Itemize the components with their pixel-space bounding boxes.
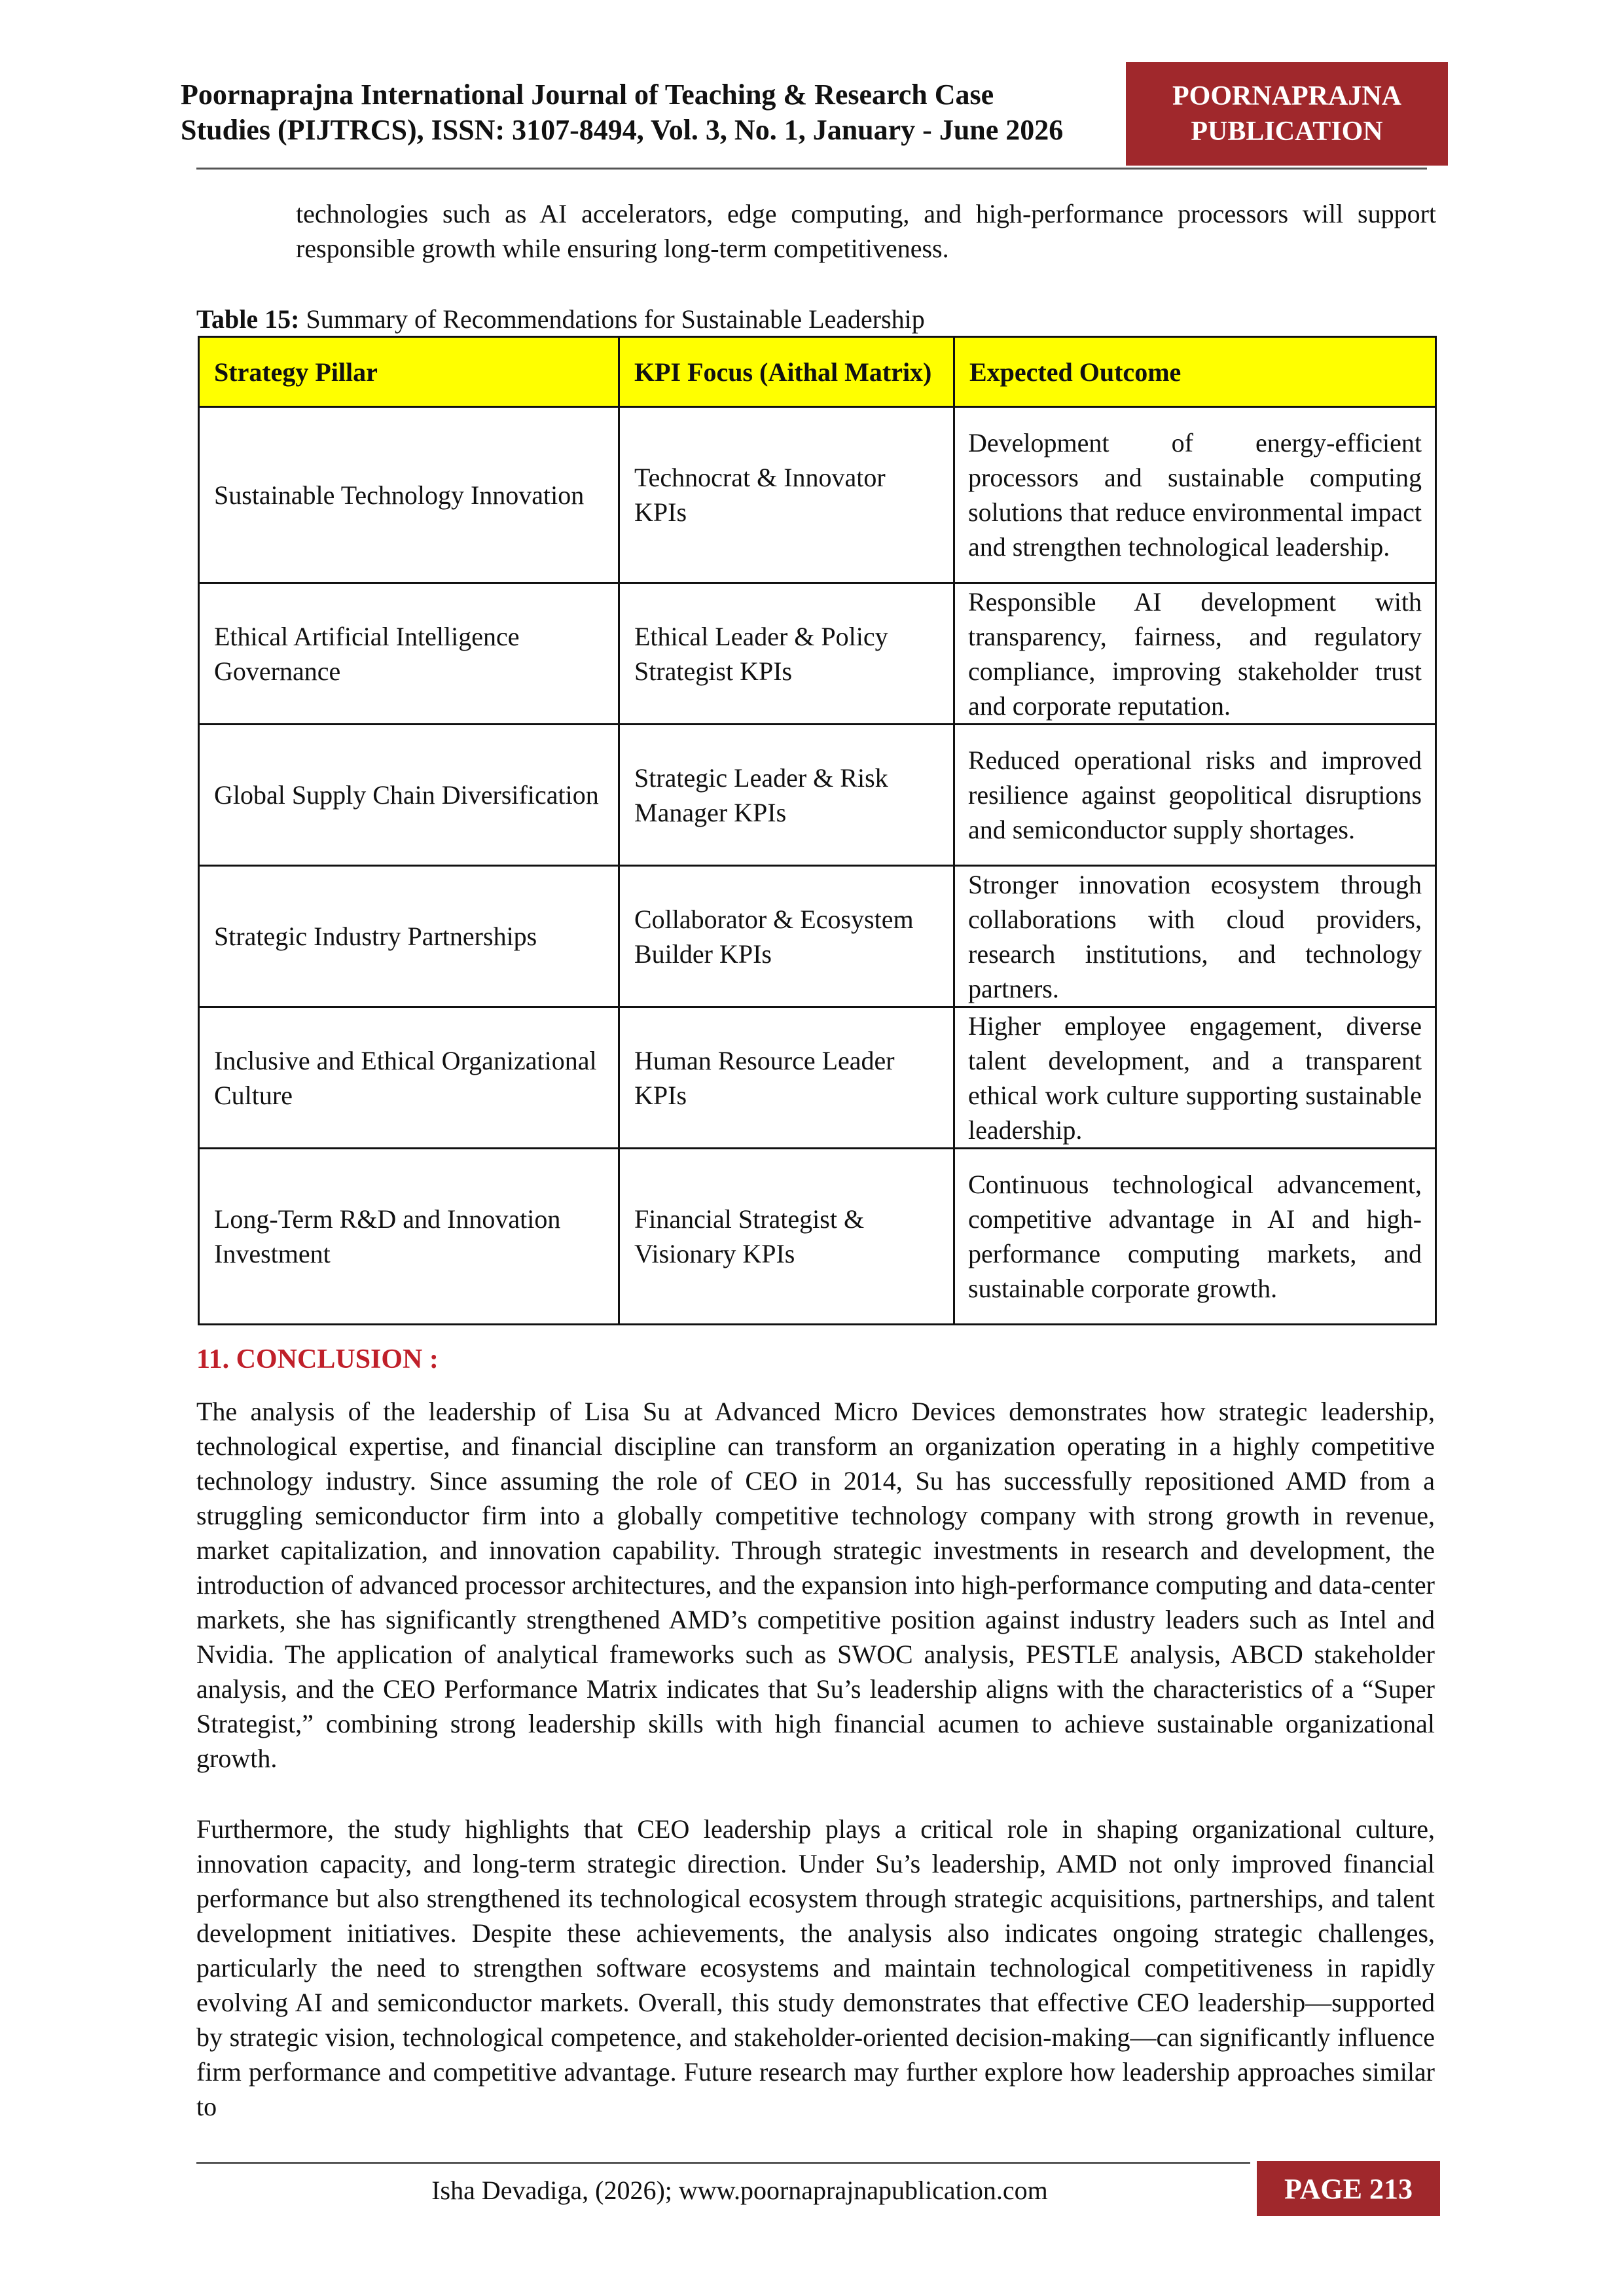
cell-pillar: Inclusive and Ethical Organizational Culture — [199, 1007, 619, 1149]
recommendations-table — [198, 336, 1437, 1325]
header-kpi-focus: KPI Focus (Aithal Matrix) — [619, 337, 954, 407]
cell-outcome: Reduced operational risks and improved resilience against geopolitical disruptions and semiconductor supply shortages. — [954, 725, 1436, 866]
table-header-row — [199, 337, 1436, 407]
table-row — [199, 725, 1436, 866]
conclusion-paragraph-2: Furthermore, the study highlights that CEO leadership plays a critical role in shaping organizational culture, innovation capacity, and long-term strategic direction. Under Su’s leadership, AMD not only improved financial performance but also strengthened its technological ecosystem through strategic acquisitions, partnerships, and talent development initiatives. Despite these achievements, the analysis also indicates ongoing strategic challenges, particularly the need to strengthen software ecosystems and maintain technological competitiveness in rapidly evolving AI and semiconductor markets. Overall, this study demonstrates that effective CEO leadership—supported by strategic vision, technological competence, and stakeholder-oriented decision-making—can significantly influence firm performance and competitive advantage. Future research may further explore how leadership approaches similar to — [196, 1814, 1435, 2121]
conclusion-paragraph-1: The analysis of the leadership of Lisa Su at Advanced Micro Devices demonstrates how strategic leadership, technological expertise, and financial discipline can transform an organization operating in a highly competitive technology industry. Since assuming the role of CEO in 2014, Su has successfully repositioned AMD from a struggling semiconductor firm into a globally competitive technology company with strong growth in revenue, market capitalization, and innovation capability. Through strategic investments in research and development, the introduction of advanced processor architectures, and the expansion into high-performance computing and data-center markets, she has significantly strengthened AMD’s competitive position against industry leaders such as Intel and Nvidia. The application of analytical frameworks such as SWOC analysis, PESTLE analysis, ABCD stakeholder analysis, and the CEO Performance Matrix indicates that Su’s leadership aligns with the characteristics of a “Super Strategist,” combining strong leadership skills with high financial acumen to achieve sustainable organizational growth. — [196, 1397, 1435, 1773]
cell-pillar: Sustainable Technology Innovation — [199, 407, 619, 583]
cell-pillar: Strategic Industry Partnerships — [199, 866, 619, 1007]
table-caption-label: Table 15: — [196, 304, 300, 334]
conclusion-heading: 11. CONCLUSION : — [196, 1344, 439, 1374]
page-number-badge: PAGE 213 — [1257, 2161, 1440, 2216]
cell-outcome: Responsible AI development with transparency, fairness, and regulatory compliance, improving stakeholder trust and corporate reputation. — [954, 583, 1436, 725]
table-caption — [196, 303, 1440, 336]
table-row — [199, 1149, 1436, 1325]
table-caption-text: Summary of Recommendations for Sustainable Leadership — [299, 304, 925, 334]
cell-kpi: Ethical Leader & Policy Strategist KPIs — [619, 583, 954, 725]
cell-kpi: Strategic Leader & Risk Manager KPIs — [619, 725, 954, 866]
table-row — [199, 583, 1436, 725]
footer-divider — [196, 2162, 1250, 2164]
cell-outcome: Continuous technological advancement, competitive advantage in AI and high-performance computing markets, and sustainable corporate growth. — [954, 1149, 1436, 1325]
cell-outcome: Higher employee engagement, diverse talent development, and a transparent ethical work culture supporting sustainable leadership. — [954, 1007, 1436, 1149]
publisher-badge-line1: POORNAPRAJNA — [1172, 81, 1401, 111]
header-divider — [196, 168, 1427, 170]
cell-kpi: Financial Strategist & Visionary KPIs — [619, 1149, 954, 1325]
cell-pillar: Long-Term R&D and Innovation Investment — [199, 1149, 619, 1325]
footer-citation: Isha Devadiga, (2026); www.poornaprajnapublication.com — [431, 2176, 1048, 2205]
journal-title-line1: Poornaprajna International Journal of Teaching & Research Case — [181, 79, 994, 111]
cell-kpi: Technocrat & Innovator KPIs — [619, 407, 954, 583]
journal-title-line2: Studies (PIJTRCS), ISSN: 3107-8494, Vol. 3, No. 1, January - June 2026 — [181, 114, 1064, 146]
intro-paragraph: technologies such as AI accelerators, edge computing, and high-performance processors will support responsible growth while ensuring long-term competitiveness. — [296, 199, 1436, 263]
cell-pillar: Global Supply Chain Diversification — [199, 725, 619, 866]
cell-kpi: Collaborator & Ecosystem Builder KPIs — [619, 866, 954, 1007]
cell-outcome: Stronger innovation ecosystem through collaborations with cloud providers, research institutions, and technology partners. — [954, 866, 1436, 1007]
cell-kpi: Human Resource Leader KPIs — [619, 1007, 954, 1149]
cell-pillar: Ethical Artificial Intelligence Governance — [199, 583, 619, 725]
publisher-badge-line2: PUBLICATION — [1191, 117, 1383, 147]
journal-title — [181, 77, 1143, 148]
table-row — [199, 1007, 1436, 1149]
header-expected-outcome: Expected Outcome — [954, 337, 1436, 407]
cell-outcome: Development of energy-efficient processors and sustainable computing solutions that reduce environmental impact and strengthen technological leadership. — [954, 407, 1436, 583]
table-row — [199, 866, 1436, 1007]
table-row — [199, 407, 1436, 583]
publisher-badge — [1126, 62, 1448, 166]
header-strategy-pillar: Strategy Pillar — [199, 337, 619, 407]
